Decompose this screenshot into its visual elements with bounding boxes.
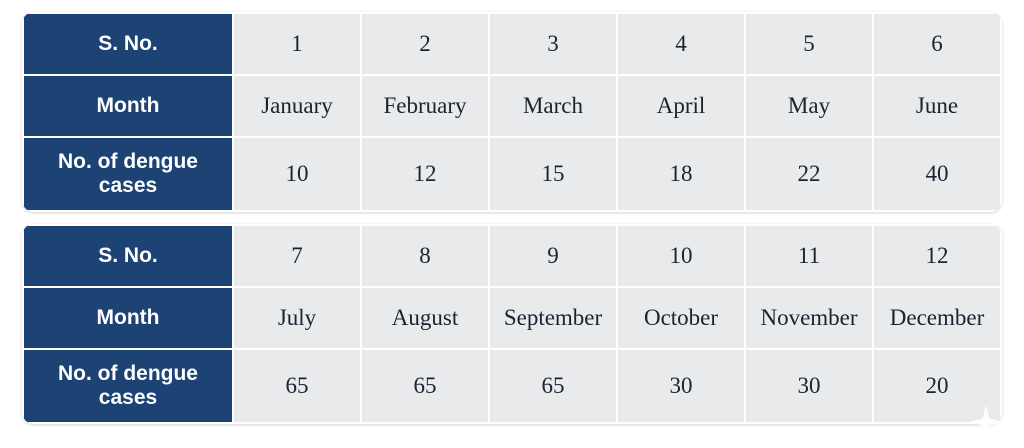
dengue-cases-table-second-half <box>22 224 1002 424</box>
table-cell: October <box>617 287 745 349</box>
data-table <box>22 224 1002 424</box>
table-row <box>23 75 1001 137</box>
table-row <box>23 349 1001 423</box>
table-cell: 65 <box>361 349 489 423</box>
table-cell: 20 <box>873 349 1001 423</box>
table-cell: June <box>873 75 1001 137</box>
table-cell: 5 <box>745 13 873 75</box>
table-cell: 40 <box>873 137 1001 211</box>
row-header-cases: No. of dengue cases <box>23 137 233 211</box>
table-cell: 4 <box>617 13 745 75</box>
table-cell: 3 <box>489 13 617 75</box>
table-cell: December <box>873 287 1001 349</box>
table-cell: 11 <box>745 225 873 287</box>
table-row <box>23 225 1001 287</box>
table-cell: April <box>617 75 745 137</box>
table-cell: November <box>745 287 873 349</box>
table-cell: 12 <box>361 137 489 211</box>
table-cell: 8 <box>361 225 489 287</box>
table-row <box>23 137 1001 211</box>
table-cell: August <box>361 287 489 349</box>
table-cell: 30 <box>617 349 745 423</box>
row-header-cases: No. of dengue cases <box>23 349 233 423</box>
table-cell: 15 <box>489 137 617 211</box>
table-cell: 9 <box>489 225 617 287</box>
table-cell: 65 <box>233 349 361 423</box>
table-cell: 65 <box>489 349 617 423</box>
table-cell: July <box>233 287 361 349</box>
dengue-cases-table-first-half <box>22 12 1002 212</box>
row-header-serial: S. No. <box>23 13 233 75</box>
row-header-serial: S. No. <box>23 225 233 287</box>
table-cell: 12 <box>873 225 1001 287</box>
data-table <box>22 12 1002 212</box>
table-cell: May <box>745 75 873 137</box>
table-cell: September <box>489 287 617 349</box>
table-cell: March <box>489 75 617 137</box>
table-cell: 10 <box>617 225 745 287</box>
table-cell: 22 <box>745 137 873 211</box>
table-row <box>23 13 1001 75</box>
table-cell: 10 <box>233 137 361 211</box>
table-cell: 2 <box>361 13 489 75</box>
table-cell: 1 <box>233 13 361 75</box>
table-row <box>23 287 1001 349</box>
table-cell: 30 <box>745 349 873 423</box>
table-cell: 7 <box>233 225 361 287</box>
row-header-month: Month <box>23 75 233 137</box>
table-cell: February <box>361 75 489 137</box>
table-cell: 18 <box>617 137 745 211</box>
table-cell: 6 <box>873 13 1001 75</box>
table-cell: January <box>233 75 361 137</box>
row-header-month: Month <box>23 287 233 349</box>
